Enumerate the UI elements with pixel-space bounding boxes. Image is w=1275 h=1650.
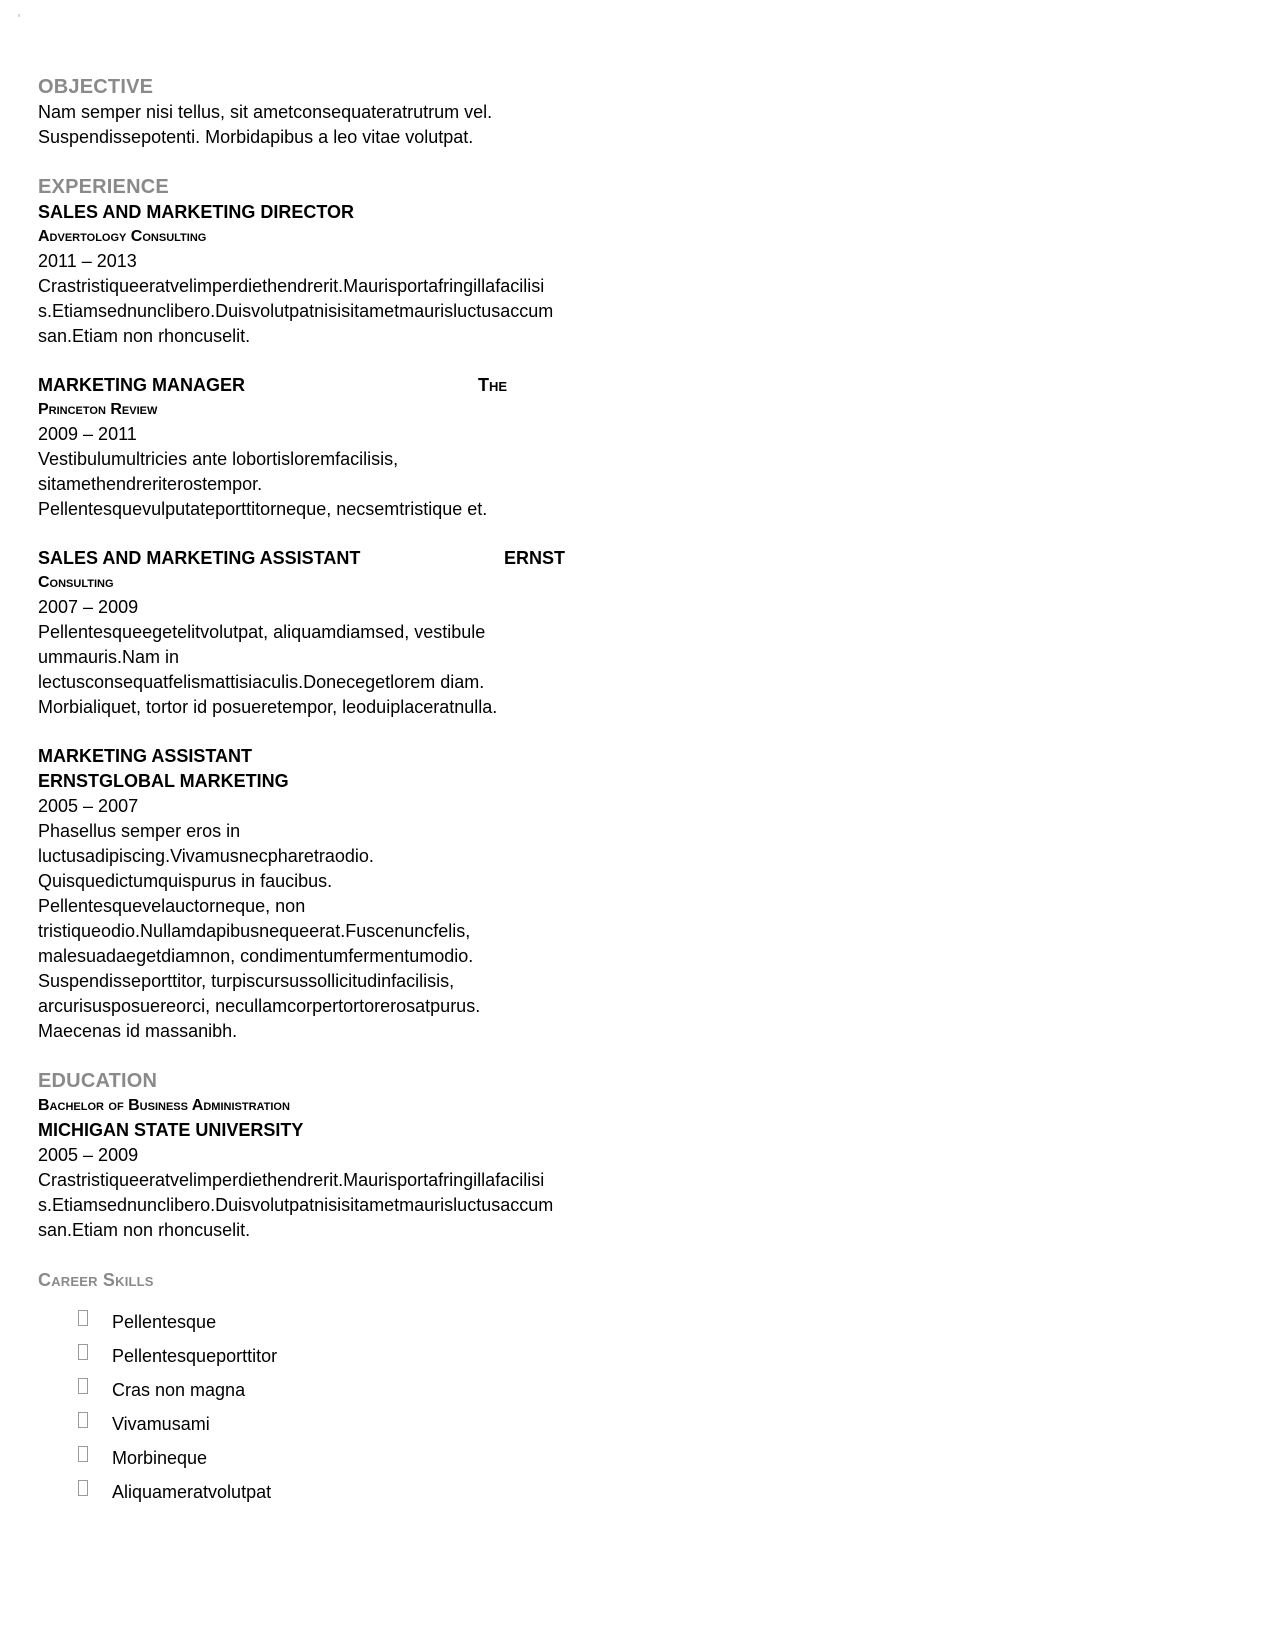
job-entry xyxy=(38,373,558,522)
corner-mark xyxy=(18,14,20,17)
objective-text: Nam semper nisi tellus, sit ametconsequateratrutrum vel. Suspendissepotenti. Morbidapibus a leo vitae volutpat. xyxy=(38,102,493,147)
job-title-row xyxy=(38,744,558,769)
objective-section xyxy=(38,74,558,150)
skill-label: Pellentesqueporttitor xyxy=(112,1346,278,1366)
skill-label: Vivamusami xyxy=(112,1414,210,1434)
bullet-box-icon xyxy=(78,1378,88,1394)
degree: Bachelor of Business Administration xyxy=(38,1097,290,1114)
school-name: MICHIGAN STATE UNIVERSITY xyxy=(38,1120,304,1140)
job-entry xyxy=(38,744,558,1044)
bullet-box-icon xyxy=(78,1446,88,1462)
skills-heading: Career Skills xyxy=(38,1270,154,1290)
job-title-row xyxy=(38,546,566,571)
job-description: Vestibulumultricies ante lobortisloremfacilisis, sitamethendreriterostempor. Pellentesquevulputateporttitorneque, necsemtristique et. xyxy=(38,449,488,519)
job-company-inline: The xyxy=(478,375,508,395)
job-company: Consulting xyxy=(38,574,114,591)
job-description: Phasellus semper eros in luctusadipiscing.Vivamusnecpharetraodio. Quisquedictumquispurus in faucibus. Pellentesquevelauctorneque, non tristiqueodio.Nullamdapibusnequeerat.Fuscenuncfelis, malesuadaegetdiamnon, condimentumfermentumodio. Suspendisseporttitor, turpiscursussollicitudinfacilisis, arcurisusposuereorci, necullamcorpertortorerosatpurus. Maecenas id massanibh. xyxy=(38,821,481,1041)
job-description: Pellentesqueegetelitvolutpat, aliquamdiamsed, vestibule ummauris.Nam in lectusconsequatfelismattisiaculis.Donecegetlorem diam. Morbialiquet, tortor id posueretempor, leoduiplaceratnulla. xyxy=(38,622,498,717)
job-company: Princeton Review xyxy=(38,401,158,418)
job-entry xyxy=(38,200,558,349)
education-section xyxy=(38,1068,558,1243)
list-item xyxy=(78,1441,558,1475)
experience-heading: EXPERIENCE xyxy=(38,176,169,198)
resume-page xyxy=(38,74,566,1509)
job-dates: 2009 – 2011 xyxy=(38,424,137,444)
job-dates: 2007 – 2009 xyxy=(38,597,139,617)
job-title: SALES AND MARKETING ASSISTANT xyxy=(38,548,361,568)
job-company-inline: ERNST xyxy=(504,548,566,568)
job-description: Crastristiqueeratvelimperdiethendrerit.Maurisportafringillafacilisis.Etiamsednunclibero.Duisvolutpatnisisitametmaurisluctusaccumsan.Etiam non rhoncuselit. xyxy=(38,276,554,346)
skills-section xyxy=(38,1267,558,1509)
skill-label: Aliquameratvolutpat xyxy=(112,1482,272,1502)
list-item xyxy=(78,1475,558,1509)
bullet-box-icon xyxy=(78,1412,88,1428)
education-heading: EDUCATION xyxy=(38,1070,158,1092)
list-item xyxy=(78,1339,558,1373)
job-company: ERNSTGLOBAL MARKETING xyxy=(38,771,289,791)
skills-list xyxy=(38,1305,558,1509)
list-item xyxy=(78,1407,558,1441)
bullet-box-icon xyxy=(78,1344,88,1360)
job-dates: 2011 – 2013 xyxy=(38,251,137,271)
job-title: MARKETING MANAGER xyxy=(38,375,245,395)
skill-label: Pellentesque xyxy=(112,1312,217,1332)
skill-label: Morbineque xyxy=(112,1448,208,1468)
bullet-box-icon xyxy=(78,1310,88,1326)
list-item xyxy=(78,1373,558,1407)
objective-heading: OBJECTIVE xyxy=(38,76,154,98)
job-title: MARKETING ASSISTANT xyxy=(38,746,252,766)
job-company: Advertology Consulting xyxy=(38,228,207,245)
education-dates: 2005 – 2009 xyxy=(38,1145,139,1165)
experience-section xyxy=(38,174,566,1044)
education-description: Crastristiqueeratvelimperdiethendrerit.Maurisportafringillafacilisis.Etiamsednunclibero.Duisvolutpatnisisitametmaurisluctusaccumsan.Etiam non rhoncuselit. xyxy=(38,1170,554,1240)
job-entry xyxy=(38,546,566,720)
list-item xyxy=(78,1305,558,1339)
job-dates: 2005 – 2007 xyxy=(38,796,139,816)
job-title-row xyxy=(38,373,558,398)
job-title: SALES AND MARKETING DIRECTOR xyxy=(38,202,355,222)
bullet-box-icon xyxy=(78,1480,88,1496)
job-title-row xyxy=(38,200,558,225)
skill-label: Cras non magna xyxy=(112,1380,246,1400)
